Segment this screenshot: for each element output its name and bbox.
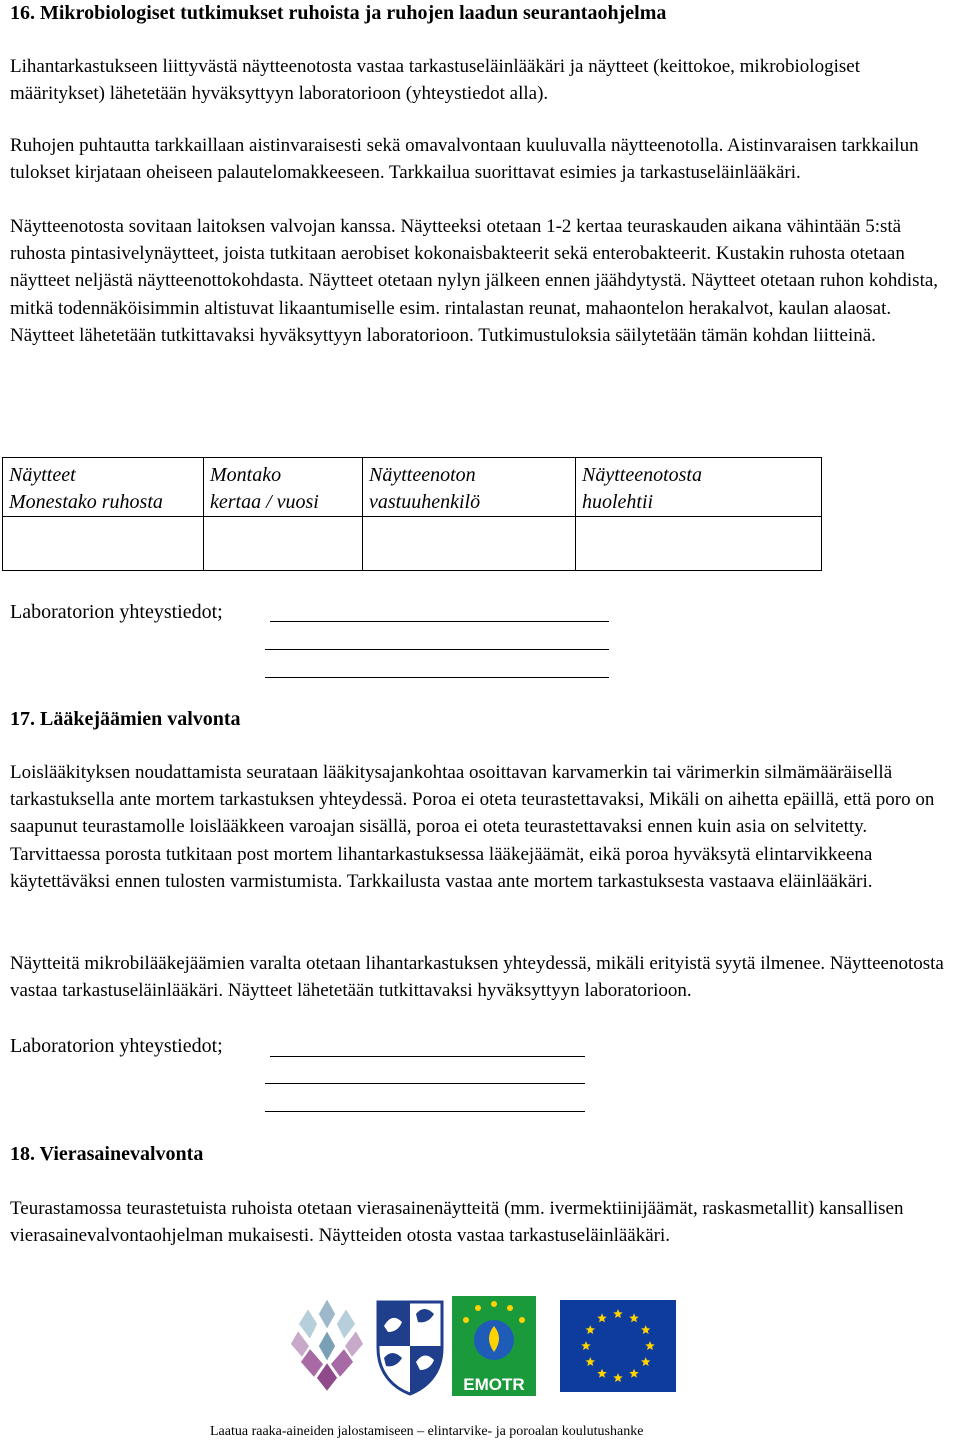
table-header-cell bbox=[576, 458, 822, 517]
section-16-heading: 16. Mikrobiologiset tutkimukset ruhoista ja ruhojen laadun seurantaohjelma bbox=[10, 2, 667, 24]
table-header-line: vastuuhenkilö bbox=[369, 491, 481, 513]
contact-line[interactable] bbox=[265, 677, 609, 678]
section-18-heading: 18. Vierasainevalvonta bbox=[10, 1143, 204, 1165]
eu-flag-logo bbox=[560, 1296, 676, 1396]
lab-contacts-label-17: Laboratorion yhteystiedot; bbox=[10, 1035, 223, 1057]
table-header-line: Näytteenotosta bbox=[582, 464, 702, 486]
contact-line[interactable] bbox=[270, 621, 609, 622]
contact-line[interactable] bbox=[270, 1056, 585, 1057]
table-header-line: Näytteet bbox=[9, 464, 76, 486]
table-header-cell bbox=[204, 458, 363, 517]
coat-of-arms-logo bbox=[374, 1296, 446, 1396]
section-16-paragraph-2: Ruhojen puhtautta tarkkaillaan aistinvaraisesti sekä omavalvontaan kuuluvalla näytteenotolla. Aistinvaraisen tarkkailun tulokset kirjataan oheiseen palautelomakkeeseen. Tarkkailua suorittavat esimies ja tarkastuseläinlääkäri. bbox=[10, 135, 919, 184]
table-header-line: Monestako ruhosta bbox=[9, 491, 163, 513]
sampling-table-header-row bbox=[3, 458, 822, 517]
sampling-table-empty-row bbox=[3, 517, 822, 571]
section-17-heading: 17. Lääkejäämien valvonta bbox=[10, 708, 241, 730]
table-cell[interactable] bbox=[576, 517, 822, 571]
section-17-paragraph-1: Loislääkityksen noudattamista seurataan lääkitysajankohtaa osoittavan karvamerkin tai värimerkin silmämääräisellä tarkastuksella ante mortem tarkastuksen yhteydessä. Poroa ei oteta teurastettavaksi, Mikäli on aihetta epäillä, että poro on saapunut teurastamolle loislääkkeen varoajan sisällä, poroa ei oteta teurastettavaksi ennen kuin asia on selvitetty. Tarvittaessa porosta tutkitaan post mortem lihantarkastuksessa lääkejäämät, eikä poroa hyväksytä elintarvikkeena käytettäväksi ennen tulosten varmistumista. Tarkkailusta vastaa ante mortem tarkastuksesta vastaava eläinlääkäri. bbox=[10, 762, 935, 892]
table-header-line: Näytteenoton bbox=[369, 464, 476, 486]
table-header-line: huolehtii bbox=[582, 491, 654, 513]
emotr-logo-label: EMOTR bbox=[463, 1375, 525, 1394]
contact-line[interactable] bbox=[265, 1111, 585, 1112]
section-18-paragraph-1: Teurastamossa teurastetuista ruhoista otetaan vierasainenäytteitä (mm. ivermektiinijäämät, raskasmetallit) kansallisen vierasainevalvontaohjelman mukaisesti. Näytteiden otosta vastaa tarkastuseläinlääkäri. bbox=[10, 1198, 904, 1247]
lab-contacts-label-16: Laboratorion yhteystiedot; bbox=[10, 601, 223, 623]
lapland-flower-logo bbox=[288, 1296, 366, 1396]
section-17-paragraph-2: Näytteitä mikrobilääkejäämien varalta otetaan lihantarkastuksen yhteydessä, mikäli erityistä syytä ilmenee. Näytteenotosta vastaa tarkastuseläinlääkäri. Näytteet lähetetään tutkittavaksi hyväksyttyyn laboratorioon. bbox=[10, 953, 944, 1002]
emotr-logo bbox=[452, 1296, 536, 1396]
table-header-line: kertaa / vuosi bbox=[210, 491, 319, 513]
section-16-paragraph-3: Näytteenotosta sovitaan laitoksen valvojan kanssa. Näytteeksi otetaan 1-2 kertaa teuraskauden aikana vähintään 5:stä ruhosta pintasivelynäytteet, joista tutkitaan aerobiset kokonaisbakteerit sekä enterobakteerit. Kustakin ruhosta otetaan näytteet neljästä näytteenottokohdasta. Näytteet otetaan nylyn jälkeen ennen jäähdytystä. Näytteet otetaan ruhon kohdista, mitkä todennäköisimmin altistuvat likaantumiselle esim. rintalastan reunat, mahaontelon herakalvot, kaulan alaosat. Näytteet lähetetään tutkittavaksi hyväksyttyyn laboratorioon. Tutkimustuloksia säilytetään tämän kohdan liitteinä. bbox=[10, 216, 939, 346]
table-cell[interactable] bbox=[204, 517, 363, 571]
contact-line[interactable] bbox=[265, 1083, 585, 1084]
table-header-line: Montako bbox=[210, 464, 282, 486]
table-header-cell bbox=[363, 458, 576, 517]
table-header-cell bbox=[3, 458, 204, 517]
footer-text: Laatua raaka-aineiden jalostamiseen – elintarvike- ja poroalan koulutushanke bbox=[210, 1424, 644, 1439]
table-cell[interactable] bbox=[3, 517, 204, 571]
table-cell[interactable] bbox=[363, 517, 576, 571]
section-16-paragraph-1: Lihantarkastukseen liittyvästä näytteenotosta vastaa tarkastuseläinlääkäri ja näytteet (keittokoe, mikrobiologiset määritykset) lähetetään hyväksyttyyn laboratorioon (yhteystiedot alla). bbox=[10, 56, 860, 105]
contact-line[interactable] bbox=[265, 649, 609, 650]
sampling-table bbox=[2, 457, 822, 571]
